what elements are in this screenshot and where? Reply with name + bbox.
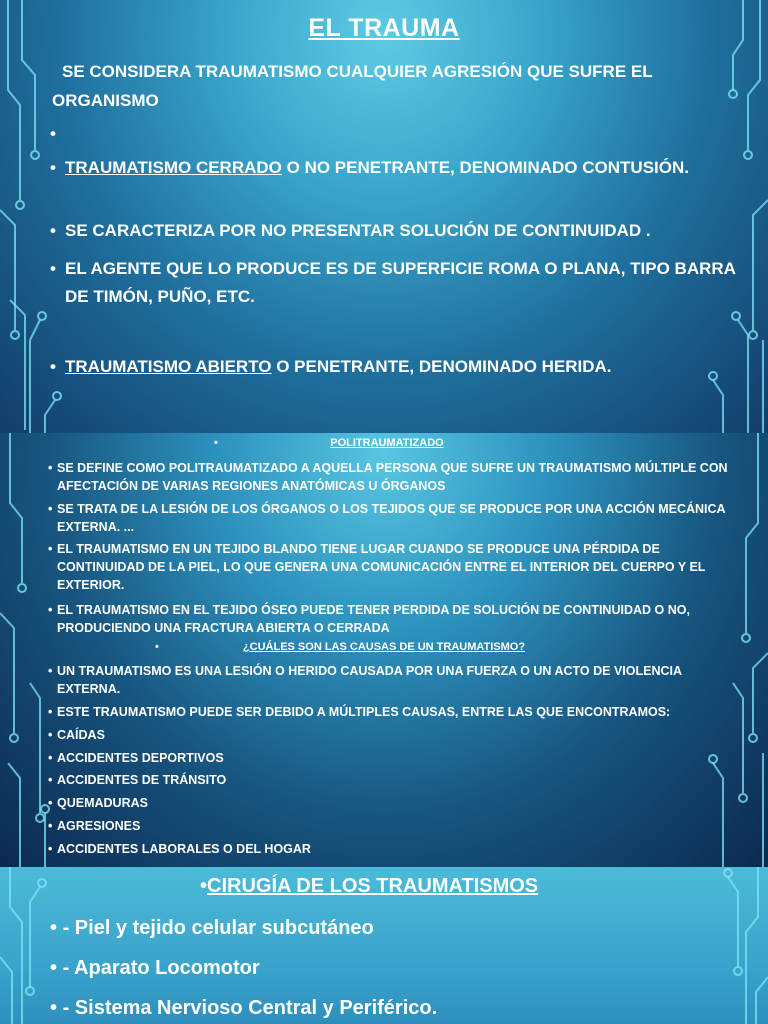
list-item [50,917,374,940]
question-heading [0,641,768,653]
cause-text: ACCIDENTES DEPORTIVOS [57,751,224,765]
cause-text: ACCIDENTES LABORALES O DEL HOGAR [57,842,311,856]
bullet: • [50,957,58,979]
list-item-text: - Aparato Locomotor [62,957,260,979]
list-item [48,459,738,495]
bullet: • [50,124,56,143]
list-item [48,662,738,698]
list-item-text: SE DEFINE COMO POLITRAUMATIZADO A AQUELLA PERSONA QUE SUFRE UN TRAUMATISMO MÚLTIPLE CON AFECTACIÓN DE VARIAS REGIONES ANATÓMICAS U ÓRGANOS [57,461,728,493]
slide-title [0,437,768,449]
list-item [50,957,260,980]
list-item-text: - Sistema Nervioso Central y Periférico. [62,997,438,1019]
slide-politraumatizado [0,433,768,867]
cause-text: ACCIDENTES DE TRÁNSITO [57,773,227,787]
bullet: • [50,259,56,278]
list-item-traumatismo-abierto [50,353,740,381]
bullet: • [50,357,56,376]
list-item-text: EL TRAUMATISMO EN EL TEJIDO ÓSEO PUEDE TENER PERDIDA DE SOLUCIÓN DE CONTINUIDAD O NO, PRODUCIENDO UNA FRACTURA ABIERTA O CERRADA [57,603,690,635]
bullet: • [48,461,53,475]
list-item-text: O PENETRANTE, DENOMINADO HERIDA. [271,357,612,376]
list-item-agente [50,255,740,311]
bullet: • [48,796,53,810]
cause-text: CAÍDAS [57,728,105,742]
bullet: • [48,842,53,856]
list-item [48,703,738,721]
list-item-traumatismo-cerrado [50,154,740,182]
slide-cirugia [0,867,768,1024]
cause-item [48,771,738,789]
list-item [48,601,738,637]
list-item [50,997,437,1020]
bullet: • [48,751,53,765]
bullet: • [155,641,159,653]
bullet: • [50,158,56,177]
slide-el-trauma [0,0,768,433]
cause-item [48,840,738,858]
bullet: • [200,875,208,897]
bullet: • [48,542,53,556]
title-politraumatizado: POLITRAUMATIZADO [330,437,444,449]
list-item-continuidad [50,217,740,245]
list-item [48,540,738,594]
list-item-text: SE TRATA DE LA LESIÓN DE LOS ÓRGANOS O LOS TEJIDOS QUE SE PRODUCE POR UNA ACCIÓN MECÁNICA EXTERNA. ... [57,502,726,534]
bullet: • [214,437,218,449]
cause-item [48,726,738,744]
slide-title [200,875,538,898]
slide-title: EL TRAUMA [308,14,460,42]
bullet: • [48,819,53,833]
cause-text: AGRESIONES [57,819,141,833]
list-item-text: ESTE TRAUMATISMO PUEDE SER DEBIDO A MÚLTIPLES CAUSAS, ENTRE LAS QUE ENCONTRAMOS: [57,705,671,719]
intro-paragraph: SE CONSIDERA TRAUMATISMO CUALQUIER AGRESIÓN QUE SUFRE EL ORGANISMO [52,62,653,110]
bullet: • [48,664,53,678]
bullet: • [48,728,53,742]
cause-item [48,794,738,812]
bullet: • [48,773,53,787]
bullet: • [50,997,58,1019]
title-cirugia: CIRUGÍA DE LOS TRAUMATISMOS [207,875,539,897]
list-item-text: O NO PENETRANTE, DENOMINADO CONTUSIÓN. [281,158,689,177]
list-item-text: EL TRAUMATISMO EN UN TEJIDO BLANDO TIENE LUGAR CUANDO SE PRODUCE UNA PÉRDIDA DE CONTINUIDAD DE LA PIEL, LO QUE GENERA UNA COMUNICACIÓN ENTRE EL INTERIOR DEL CUERPO Y EL EXTERIOR. [57,542,706,592]
bullet: • [48,502,53,516]
link-traumatismo-abierto[interactable]: TRAUMATISMO ABIERTO [65,357,272,376]
cause-item [48,817,738,835]
list-item [48,500,738,536]
list-item-text: SE CARACTERIZA POR NO PRESENTAR SOLUCIÓN DE CONTINUIDAD . [65,221,651,240]
list-item-text: EL AGENTE QUE LO PRODUCE ES DE SUPERFICIE ROMA O PLANA, TIPO BARRA DE TIMÓN, PUÑO, ETC. [65,259,736,306]
list-item-text: - Piel y tejido celular subcutáneo [62,917,374,939]
bullet: • [48,705,53,719]
link-traumatismo-cerrado[interactable]: TRAUMATISMO CERRADO [65,158,282,177]
question-text: ¿CUÁLES SON LAS CAUSAS DE UN TRAUMATISMO? [242,641,526,653]
list-item-text: UN TRAUMATISMO ES UNA LESIÓN O HERIDO CAUSADA POR UNA FUERZA O UN ACTO DE VIOLENCIA EXTERNA. [57,664,682,696]
cause-text: QUEMADURAS [57,796,148,810]
circuit-decoration-right [698,867,768,1024]
bullet: • [50,221,56,240]
bullet: • [48,603,53,617]
cause-item [48,749,738,767]
bullet: • [50,917,58,939]
